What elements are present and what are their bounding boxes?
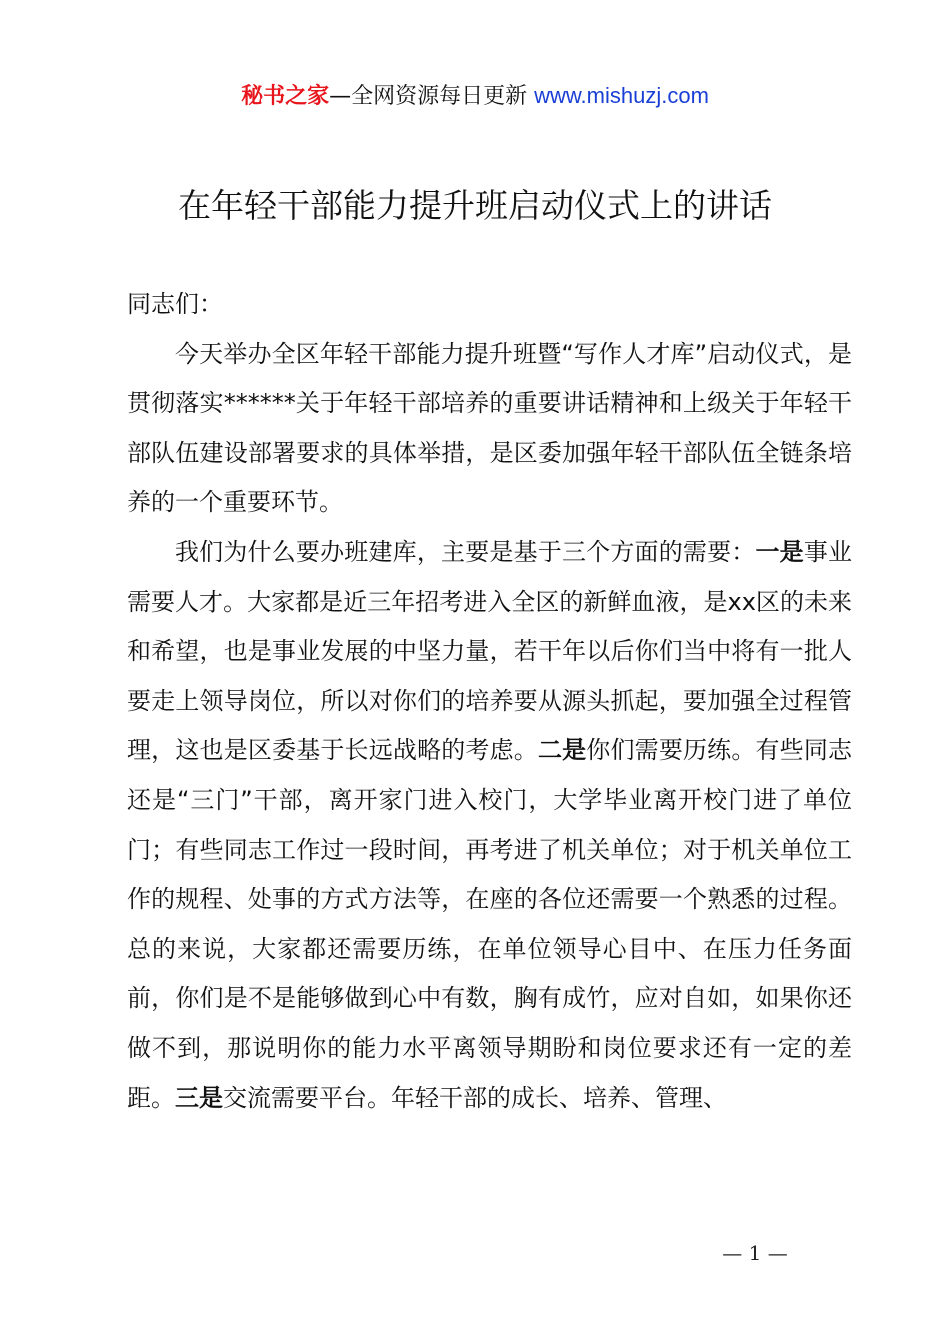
- point-3-label: 三是: [175, 1083, 223, 1112]
- point-1-label: 一是: [755, 537, 804, 566]
- paragraph-2-intro: 我们为什么要办班建库，主要是基于三个方面的需要：: [175, 537, 756, 566]
- point-2-label: 二是: [537, 736, 587, 765]
- point-3-text: 交流需要平台。年轻干部的成长、培养、管理、: [223, 1083, 727, 1112]
- paragraph-2: [127, 528, 852, 1123]
- paragraph-1: 今天举办全区年轻干部能力提升班暨“写作人才库”启动仪式，是贯彻落实******关于年轻干部培养的重要讲话精神和上级关于年轻干部队伍建设部署要求的具体举措，是区委加强年轻干部队伍全链条培养的一个重要环节。: [127, 339, 852, 517]
- site-header: [0, 80, 950, 113]
- salutation: 同志们：: [127, 290, 223, 318]
- brand-name: 秘书之家: [241, 84, 330, 109]
- point-1-text: 事业需要人才。大家都是近三年招考进入全区的新鲜血液，是xx区的未来和希望，也是事业发展的中坚力量，若干年以后你们当中将有一批人要走上领导岗位，所以对你们的培养要从源头抓起，要加强全过程管理，这也是区委基于长远战略的考虑。: [127, 537, 853, 765]
- header-tagline: —全网资源每日更新: [329, 84, 535, 109]
- page-number: — 1 —: [722, 1241, 788, 1265]
- site-url[interactable]: www.mishuzj.com: [534, 83, 709, 108]
- document-title: 在年轻干部能力提升班启动仪式上的讲话: [178, 186, 772, 225]
- document-body: [127, 280, 852, 1123]
- point-2-text: 你们需要历练。有些同志还是“三门”干部，离开家门进入校门，大学毕业离开校门进了单位门；有些同志工作过一段时间，再考进了机关单位；对于机关单位工作的规程、处事的方式方法等，在座的各位还需要一个熟悉的过程。总的来说，大家都还需要历练，在单位领导心目中、在压力任务面前，你们是不是能够做到心中有数，胸有成竹，应对自如，如果你还做不到，那说明你的能力水平离领导期盼和岗位要求还有一定的差距。: [127, 736, 853, 1112]
